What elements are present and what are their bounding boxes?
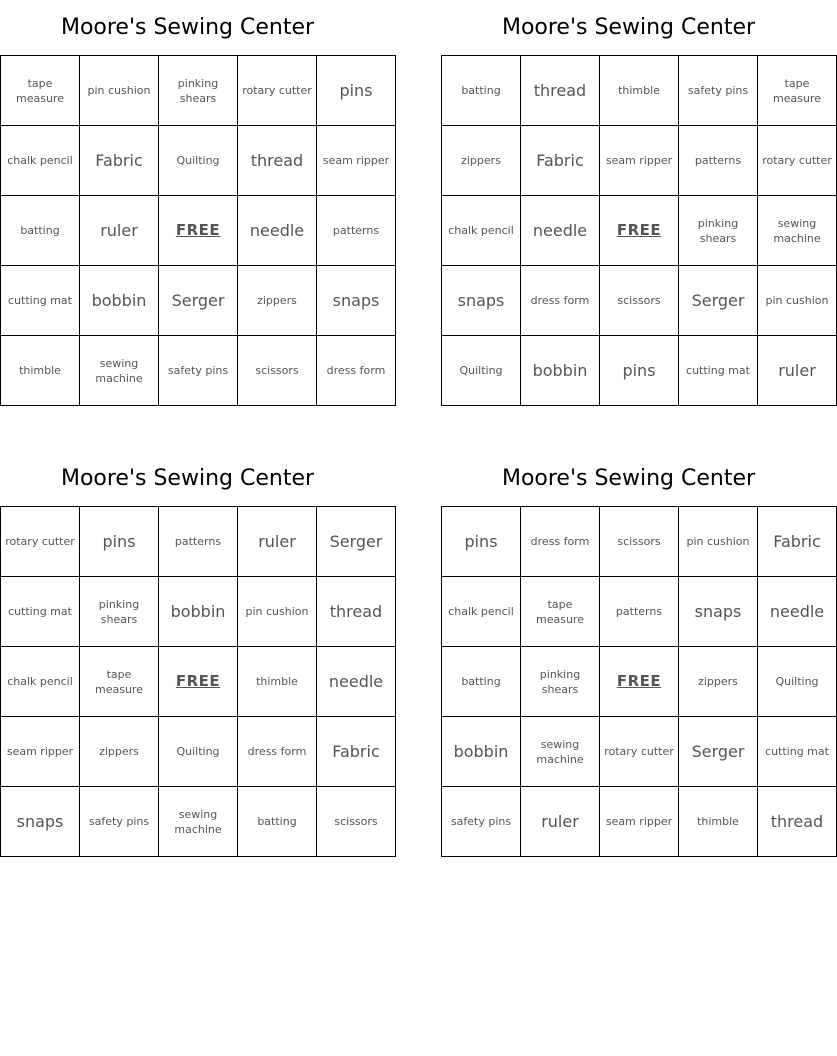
bingo-cell: chalk pencil — [1, 126, 80, 196]
bingo-cell: scissors — [600, 507, 679, 577]
bingo-cell: Serger — [679, 717, 758, 787]
bingo-cell: rotary cutter — [238, 56, 317, 126]
bingo-cell: snaps — [1, 787, 80, 857]
bingo-cell: snaps — [317, 266, 396, 336]
bingo-row — [442, 336, 837, 406]
bingo-cell: pin cushion — [80, 56, 159, 126]
bingo-row — [1, 647, 396, 717]
bingo-cell: cutting mat — [1, 266, 80, 336]
bingo-cell: ruler — [238, 507, 317, 577]
bingo-cell: sewing machine — [80, 336, 159, 406]
bingo-row — [1, 507, 396, 577]
bingo-cell: dress form — [238, 717, 317, 787]
free-space: FREE — [600, 196, 679, 266]
bingo-cell: scissors — [317, 787, 396, 857]
bingo-cell: Quilting — [442, 336, 521, 406]
bingo-grid — [441, 506, 837, 857]
bingo-cell: sewing machine — [159, 787, 238, 857]
bingo-cell: pins — [317, 56, 396, 126]
bingo-cell: sewing machine — [758, 196, 837, 266]
bingo-row — [1, 56, 396, 126]
bingo-cell: chalk pencil — [1, 647, 80, 717]
bingo-cell: Quilting — [758, 647, 837, 717]
bingo-row — [442, 266, 837, 336]
bingo-row — [1, 196, 396, 266]
bingo-cell: pins — [80, 507, 159, 577]
bingo-cell: Quilting — [159, 126, 238, 196]
bingo-grid — [441, 55, 837, 406]
bingo-cell: Serger — [679, 266, 758, 336]
bingo-cell: batting — [238, 787, 317, 857]
bingo-cell: pinking shears — [159, 56, 238, 126]
bingo-cell: rotary cutter — [1, 507, 80, 577]
bingo-cell: zippers — [238, 266, 317, 336]
bingo-cell: thimble — [679, 787, 758, 857]
bingo-cell: ruler — [80, 196, 159, 266]
bingo-row — [442, 647, 837, 717]
bingo-cell: dress form — [317, 336, 396, 406]
bingo-cell: scissors — [238, 336, 317, 406]
bingo-cell: thimble — [1, 336, 80, 406]
bingo-cell: snaps — [442, 266, 521, 336]
bingo-cell: tape measure — [1, 56, 80, 126]
bingo-cell: thimble — [238, 647, 317, 717]
bingo-cell: thimble — [600, 56, 679, 126]
bingo-cell: cutting mat — [1, 577, 80, 647]
free-space: FREE — [159, 196, 238, 266]
bingo-cell: thread — [758, 787, 837, 857]
free-space: FREE — [600, 647, 679, 717]
bingo-row — [442, 507, 837, 577]
bingo-grid — [0, 55, 396, 406]
bingo-cell: Fabric — [521, 126, 600, 196]
bingo-cell: batting — [442, 647, 521, 717]
bingo-cell: pins — [600, 336, 679, 406]
bingo-row — [1, 336, 396, 406]
bingo-cell: safety pins — [679, 56, 758, 126]
bingo-cell: scissors — [600, 266, 679, 336]
card-title: Moore's Sewing Center — [501, 15, 756, 40]
bingo-cell: dress form — [521, 266, 600, 336]
bingo-grid — [0, 506, 396, 857]
card-title: Moore's Sewing Center — [60, 15, 315, 40]
bingo-cell: bobbin — [521, 336, 600, 406]
bingo-cell: Serger — [317, 507, 396, 577]
bingo-cell: safety pins — [159, 336, 238, 406]
bingo-cell: patterns — [600, 577, 679, 647]
bingo-cell: snaps — [679, 577, 758, 647]
bingo-cell: patterns — [679, 126, 758, 196]
bingo-cell: chalk pencil — [442, 196, 521, 266]
bingo-cell: bobbin — [159, 577, 238, 647]
bingo-cell: pin cushion — [758, 266, 837, 336]
bingo-row — [442, 717, 837, 787]
bingo-cell: ruler — [521, 787, 600, 857]
bingo-cell: needle — [317, 647, 396, 717]
bingo-row — [442, 577, 837, 647]
bingo-row — [442, 787, 837, 857]
bingo-cell: thread — [238, 126, 317, 196]
bingo-cell: seam ripper — [600, 126, 679, 196]
bingo-cell: batting — [442, 56, 521, 126]
bingo-cell: bobbin — [80, 266, 159, 336]
bingo-cell: dress form — [521, 507, 600, 577]
bingo-cell: sewing machine — [521, 717, 600, 787]
bingo-cell: tape measure — [758, 56, 837, 126]
bingo-cell: Fabric — [317, 717, 396, 787]
bingo-cell: rotary cutter — [600, 717, 679, 787]
bingo-cell: tape measure — [521, 577, 600, 647]
bingo-cell: Fabric — [758, 507, 837, 577]
bingo-cell: pin cushion — [238, 577, 317, 647]
bingo-cell: needle — [521, 196, 600, 266]
bingo-cell: pins — [442, 507, 521, 577]
bingo-cell: thread — [317, 577, 396, 647]
bingo-row — [1, 787, 396, 857]
bingo-cell: tape measure — [80, 647, 159, 717]
bingo-cell: pin cushion — [679, 507, 758, 577]
bingo-cell: Serger — [159, 266, 238, 336]
bingo-cell: needle — [238, 196, 317, 266]
bingo-cell: bobbin — [442, 717, 521, 787]
bingo-row — [442, 126, 837, 196]
bingo-cell: chalk pencil — [442, 577, 521, 647]
bingo-cell: ruler — [758, 336, 837, 406]
bingo-cell: pinking shears — [80, 577, 159, 647]
bingo-row — [1, 717, 396, 787]
bingo-cell: zippers — [679, 647, 758, 717]
bingo-cell: zippers — [442, 126, 521, 196]
bingo-cell: Fabric — [80, 126, 159, 196]
bingo-cell: cutting mat — [679, 336, 758, 406]
bingo-cell: seam ripper — [1, 717, 80, 787]
bingo-cell: Quilting — [159, 717, 238, 787]
bingo-cell: cutting mat — [758, 717, 837, 787]
bingo-row — [1, 577, 396, 647]
bingo-cell: batting — [1, 196, 80, 266]
bingo-cell: safety pins — [80, 787, 159, 857]
bingo-cell: thread — [521, 56, 600, 126]
bingo-row — [1, 266, 396, 336]
bingo-cell: needle — [758, 577, 837, 647]
card-title: Moore's Sewing Center — [501, 466, 756, 491]
bingo-cell: seam ripper — [600, 787, 679, 857]
bingo-cell: zippers — [80, 717, 159, 787]
bingo-cell: safety pins — [442, 787, 521, 857]
bingo-cell: seam ripper — [317, 126, 396, 196]
bingo-cell: pinking shears — [521, 647, 600, 717]
free-space: FREE — [159, 647, 238, 717]
bingo-row — [1, 126, 396, 196]
bingo-cell: patterns — [159, 507, 238, 577]
bingo-cell: pinking shears — [679, 196, 758, 266]
bingo-row — [442, 56, 837, 126]
bingo-row — [442, 196, 837, 266]
bingo-cell: patterns — [317, 196, 396, 266]
card-title: Moore's Sewing Center — [60, 466, 315, 491]
bingo-cell: rotary cutter — [758, 126, 837, 196]
